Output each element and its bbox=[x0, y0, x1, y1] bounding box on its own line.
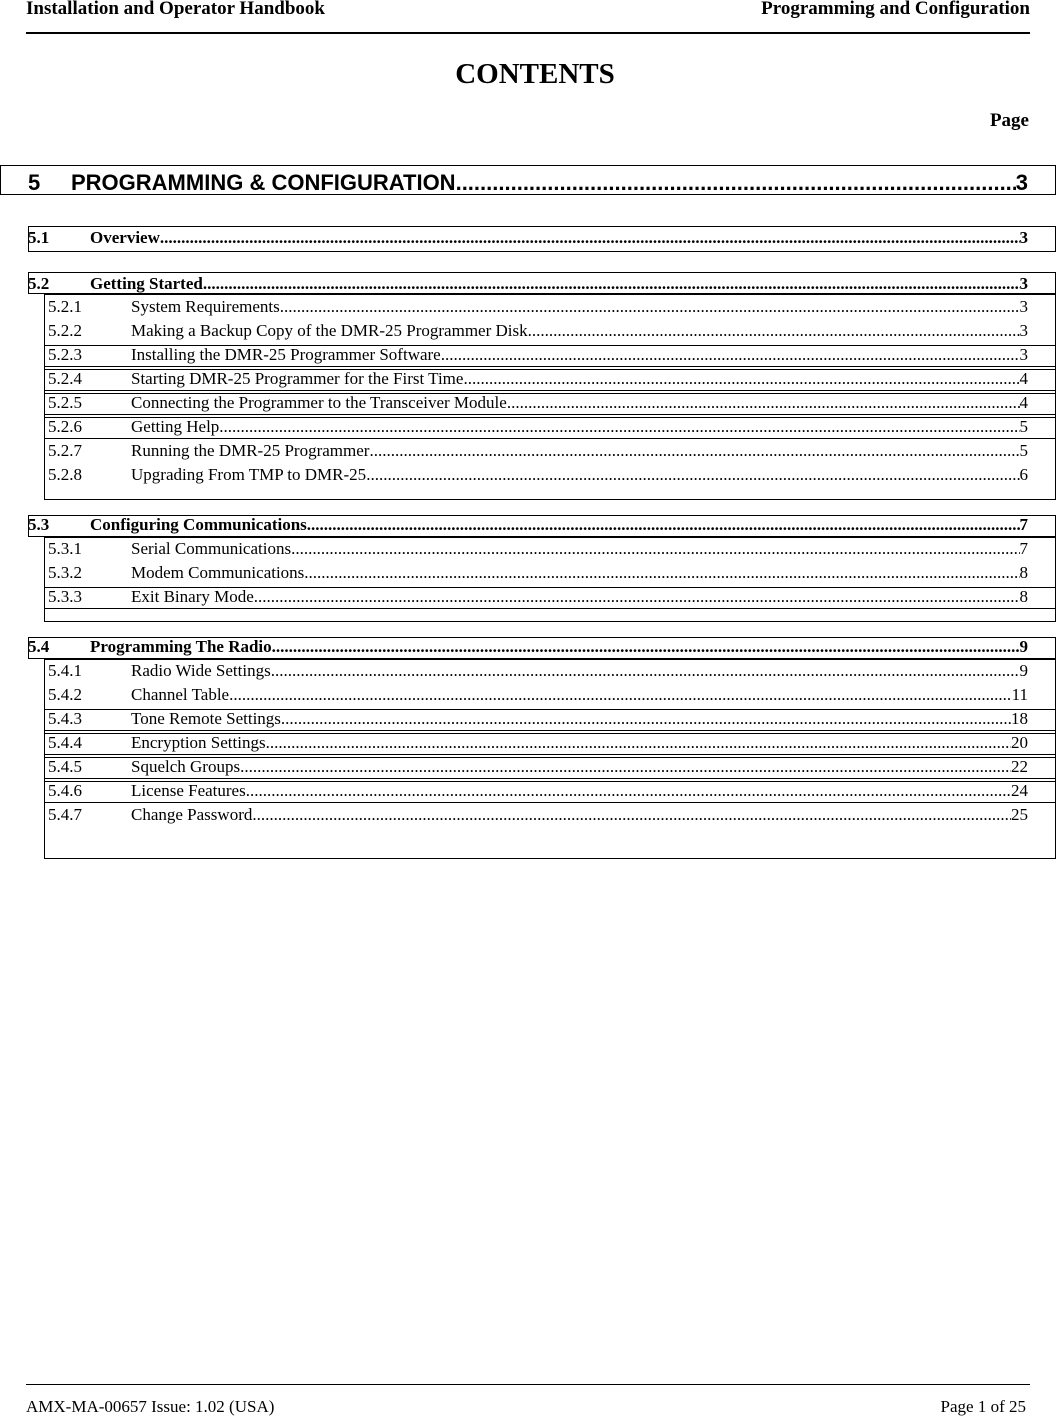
toc-number: 5.3 bbox=[28, 515, 50, 534]
toc-section-5-3[interactable] bbox=[28, 514, 1028, 536]
toc-page: 8 bbox=[1019, 587, 1028, 606]
toc-leader bbox=[281, 708, 1011, 730]
toc-page: 8 bbox=[1019, 563, 1028, 582]
toc-leader bbox=[366, 464, 1019, 486]
toc-page: 7 bbox=[1019, 515, 1028, 534]
toc-title: Getting Started bbox=[90, 274, 203, 293]
toc-leader bbox=[266, 732, 1011, 754]
toc-title: Upgrading From TMP to DMR-25 bbox=[131, 465, 367, 484]
toc-subsection-entry[interactable] bbox=[48, 804, 1028, 826]
toc-leader bbox=[307, 514, 1020, 536]
toc-number: 5 bbox=[28, 170, 41, 195]
toc-page: 3 bbox=[1019, 345, 1028, 364]
toc-number: 5.2.5 bbox=[48, 393, 82, 412]
toc-page: 3 bbox=[1019, 321, 1028, 340]
toc-leader bbox=[252, 804, 1011, 826]
toc-number: 5.2.4 bbox=[48, 369, 82, 388]
toc-leader bbox=[240, 756, 1011, 778]
header-right: Programming and Configuration bbox=[761, 0, 1030, 19]
toc-title: Serial Communications bbox=[131, 539, 292, 558]
toc-page: 7 bbox=[1019, 539, 1028, 558]
toc-title: Configuring Communications bbox=[90, 515, 307, 534]
toc-page: 3 bbox=[1015, 170, 1028, 195]
toc-page: 5 bbox=[1019, 417, 1028, 436]
toc-number: 5.2.8 bbox=[48, 465, 82, 484]
toc-subsection-entry[interactable] bbox=[48, 464, 1028, 486]
footer-page-number: Page 1 of 25 bbox=[940, 1397, 1026, 1416]
toc-leader bbox=[219, 416, 1019, 438]
toc-page: 5 bbox=[1019, 441, 1028, 460]
toc-title: Running the DMR-25 Programmer bbox=[131, 441, 370, 460]
page-column-label: Page bbox=[989, 110, 1029, 131]
toc-number: 5.4.7 bbox=[48, 805, 82, 824]
toc-leader bbox=[229, 684, 1012, 706]
toc-leader bbox=[528, 320, 1020, 342]
toc-number: 5.2.1 bbox=[48, 297, 82, 316]
toc-title: Connecting the Programmer to the Transceiver Module bbox=[131, 393, 507, 412]
toc-title: Modem Communications bbox=[131, 563, 305, 582]
toc-page: 3 bbox=[1019, 228, 1028, 247]
toc-subsection-entry[interactable] bbox=[48, 344, 1028, 366]
toc-title: Encryption Settings bbox=[131, 733, 266, 752]
toc-title: Overview bbox=[90, 228, 160, 247]
toc-title: Starting DMR-25 Programmer for the First Time bbox=[131, 369, 464, 388]
toc-section-5-1[interactable] bbox=[28, 227, 1028, 249]
toc-title: Radio Wide Settings bbox=[131, 661, 271, 680]
toc-page: 3 bbox=[1019, 274, 1028, 293]
toc-section-5-2[interactable] bbox=[28, 273, 1028, 295]
toc-page: 18 bbox=[1011, 709, 1028, 728]
toc-title: Tone Remote Settings bbox=[131, 709, 281, 728]
toc-number: 5.2.3 bbox=[48, 345, 82, 364]
toc-number: 5.4.3 bbox=[48, 709, 82, 728]
toc-number: 5.3.2 bbox=[48, 563, 82, 582]
toc-page: 3 bbox=[1019, 297, 1028, 316]
toc-section-5-4[interactable] bbox=[28, 636, 1028, 658]
toc-leader bbox=[291, 538, 1019, 560]
toc-title: PROGRAMMING & CONFIGURATION bbox=[71, 170, 456, 195]
toc-page: 20 bbox=[1011, 733, 1028, 752]
toc-number: 5.3.1 bbox=[48, 539, 82, 558]
toc-leader bbox=[254, 586, 1020, 608]
toc-page: 24 bbox=[1011, 781, 1028, 800]
toc-title: Programming The Radio bbox=[90, 637, 272, 656]
toc-title: Installing the DMR-25 Programmer Software bbox=[131, 345, 441, 364]
toc-leader bbox=[203, 273, 1020, 295]
footer-doc-id: AMX-MA-00657 Issue: 1.02 (USA) bbox=[26, 1397, 275, 1416]
toc-leader bbox=[246, 780, 1011, 802]
toc-page: 25 bbox=[1011, 805, 1028, 824]
toc-page: 4 bbox=[1019, 393, 1028, 412]
toc-leader bbox=[160, 227, 1020, 249]
toc-number: 5.4 bbox=[28, 637, 50, 656]
toc-title: Making a Backup Copy of the DMR-25 Programmer Disk bbox=[131, 321, 528, 340]
toc-number: 5.4.2 bbox=[48, 685, 82, 704]
toc-number: 5.2.6 bbox=[48, 417, 82, 436]
toc-page: 11 bbox=[1011, 685, 1028, 704]
toc-page: 9 bbox=[1019, 661, 1028, 680]
toc-subsection-entry[interactable] bbox=[48, 416, 1028, 438]
toc-leader bbox=[369, 440, 1019, 462]
toc-page: 6 bbox=[1019, 465, 1028, 484]
toc-leader bbox=[271, 660, 1020, 682]
toc-subsection-entry[interactable] bbox=[48, 586, 1028, 608]
toc-subsection-entry[interactable] bbox=[48, 780, 1028, 802]
toc-title: License Features bbox=[131, 781, 246, 800]
toc-subsection-entry[interactable] bbox=[48, 392, 1028, 414]
toc-leader bbox=[456, 169, 1016, 197]
toc-page: 22 bbox=[1011, 757, 1028, 776]
toc-subsection-entry[interactable] bbox=[48, 562, 1028, 584]
toc-subsection-entry[interactable] bbox=[48, 684, 1028, 706]
toc-title: Channel Table bbox=[131, 685, 230, 704]
toc-number: 5.2.7 bbox=[48, 441, 82, 460]
toc-subsection-entry[interactable] bbox=[48, 368, 1028, 390]
header-left: Installation and Operator Handbook bbox=[26, 0, 325, 19]
toc-subsection-entry[interactable] bbox=[48, 440, 1028, 462]
toc-leader bbox=[507, 392, 1020, 414]
toc-leader bbox=[441, 344, 1020, 366]
toc-leader bbox=[272, 636, 1020, 658]
toc-page: 4 bbox=[1019, 369, 1028, 388]
toc-title: Exit Binary Mode bbox=[131, 587, 254, 606]
toc-title: Getting Help bbox=[131, 417, 220, 436]
toc-number: 5.4.4 bbox=[48, 733, 82, 752]
toc-number: 5.4.1 bbox=[48, 661, 82, 680]
toc-subsection-entry[interactable] bbox=[48, 320, 1028, 342]
toc-title: Change Password bbox=[131, 805, 253, 824]
toc-number: 5.3.3 bbox=[48, 587, 82, 606]
toc-leader bbox=[463, 368, 1019, 390]
toc-subsection-entry[interactable] bbox=[48, 756, 1028, 778]
toc-subsection-entry[interactable] bbox=[48, 538, 1028, 560]
toc-subsection-entry[interactable] bbox=[48, 296, 1028, 318]
toc-number: 5.2 bbox=[28, 274, 50, 293]
toc-number: 5.4.5 bbox=[48, 757, 82, 776]
toc-subsection-entry[interactable] bbox=[48, 660, 1028, 682]
toc-title: Squelch Groups bbox=[131, 757, 241, 776]
toc-chapter-entry[interactable] bbox=[28, 169, 1028, 197]
toc-subsection-entry[interactable] bbox=[48, 708, 1028, 730]
toc-number: 5.4.6 bbox=[48, 781, 82, 800]
page-title: CONTENTS bbox=[455, 58, 615, 90]
toc-leader bbox=[304, 562, 1019, 584]
page-header bbox=[26, 0, 1030, 34]
page-footer bbox=[26, 1384, 1030, 1418]
toc-number: 5.2.2 bbox=[48, 321, 82, 340]
toc-number: 5.1 bbox=[28, 228, 50, 247]
toc-subsection-entry[interactable] bbox=[48, 732, 1028, 754]
toc-title: System Requirements bbox=[131, 297, 280, 316]
toc-leader bbox=[280, 296, 1020, 318]
toc-page: 9 bbox=[1019, 637, 1028, 656]
